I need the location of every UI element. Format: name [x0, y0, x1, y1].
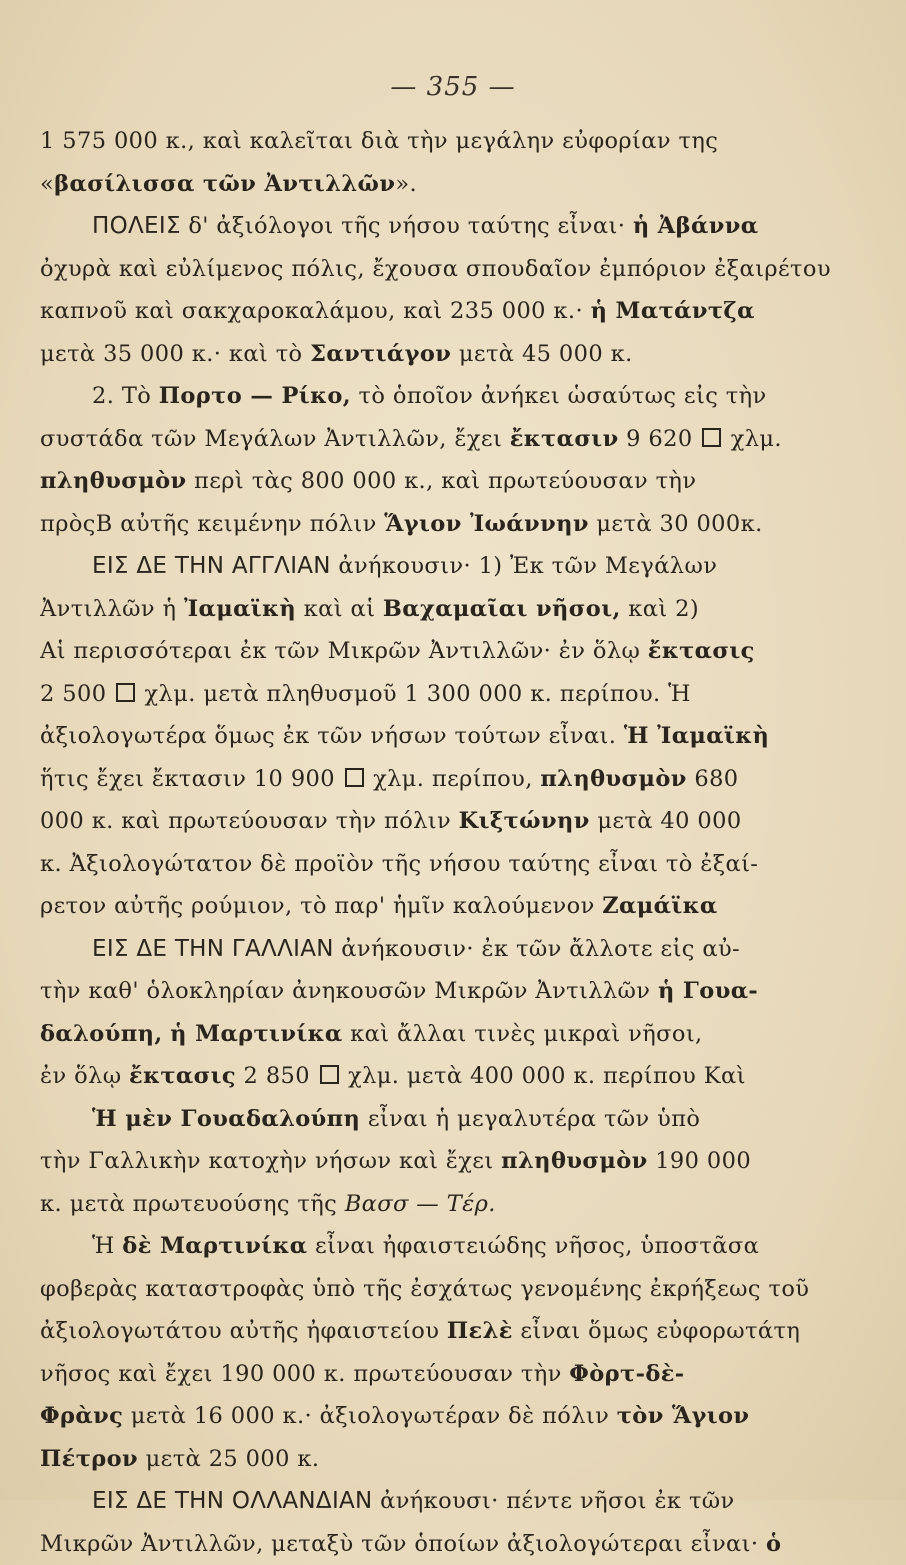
text-run: τὸ ὁποῖον ἀνήκει ὡσαύτως εἰς τὴν — [351, 383, 767, 409]
text-run: Αἱ περισσότεραι ἐκ τῶν Μικρῶν Ἀντιλλῶν· ἐν ὅλῳ — [40, 638, 648, 664]
text-run: χλμ. μετὰ πληθυσμοῦ 1 300 000 κ. περίπου. Ἡ — [137, 681, 691, 707]
bold-term: ἔκτασις — [648, 638, 755, 664]
bold-term: βασίλισσα τῶν Ἀντιλλῶν — [54, 171, 395, 197]
text-run: εἶναι ἡ μεγαλυτέρα τῶν ὑπὸ — [360, 1106, 700, 1132]
text-run: μετὰ 25 000 κ. — [138, 1446, 319, 1472]
bold-term: Ἅγιον Ἰωάννην — [384, 511, 589, 537]
text-run: τὴν Γαλλικὴν κατοχὴν νήσων καὶ ἔχει — [40, 1148, 501, 1174]
bold-term: ἡ Ἀβάννα — [633, 213, 759, 239]
text-line — [40, 1395, 840, 1438]
text-run: 2 850 — [236, 1063, 318, 1089]
bold-term: Φρὰνς — [40, 1403, 123, 1429]
text-line — [40, 205, 840, 248]
text-line — [40, 290, 840, 333]
text-line — [40, 1183, 840, 1226]
bold-term: Ἰαμαϊκὴ — [184, 596, 296, 622]
text-line — [40, 460, 840, 503]
text-run: κ. μετὰ πρωτευούσης τῆς — [40, 1191, 345, 1217]
text-run: Ἀντιλλῶν ἡ — [40, 596, 184, 622]
text-run: φοβερὰς καταστροφὰς ὑπὸ τῆς ἐσχάτως γενομένης ἐκρήξεως τοῦ — [40, 1276, 809, 1302]
bold-term: πληθυσμὸν — [40, 468, 187, 494]
text-line — [40, 418, 840, 461]
text-run: συστάδα τῶν Μεγάλων Ἀντιλλῶν, ἔχει — [40, 426, 510, 452]
bold-term: ἡ Ματάντζα — [591, 298, 755, 324]
bold-term: ἔκτασις — [129, 1063, 236, 1089]
bold-term: ὁ — [766, 1531, 781, 1557]
text-line — [40, 375, 840, 418]
text-run: ἀξιολογωτέρα ὅμως ἐκ τῶν νήσων τούτων εἶναι. — [40, 723, 624, 749]
text-run: χλμ. περίπου, — [366, 766, 541, 792]
page-number: — 355 — — [0, 72, 906, 102]
square-symbol-icon — [320, 1065, 339, 1084]
text-run: μετὰ 35 000 κ.· καὶ τὸ — [40, 341, 310, 367]
text-line — [40, 1310, 840, 1353]
bold-term: πληθυσμὸν — [540, 766, 687, 792]
square-symbol-icon — [116, 683, 135, 702]
text-line — [40, 588, 840, 631]
text-run: εἶναι ἠφαιστειώδης νῆσος, ὑποστᾶσα — [308, 1233, 760, 1259]
text-line — [40, 1353, 840, 1396]
text-run: μετὰ 45 000 κ. — [451, 341, 632, 367]
bold-term: δαλούπη, — [40, 1021, 163, 1047]
section-heading: ΕΙΣ ΔΕ ΤΗΝ ΑΓΓΛΙΑΝ — [92, 553, 331, 579]
bold-term: δὲ Μαρτινίκα — [122, 1233, 307, 1259]
text-run: πρὸςΒ αὐτῆς κειμένην πόλιν — [40, 511, 384, 537]
text-line — [40, 1013, 840, 1056]
text-line — [40, 800, 840, 843]
text-run: καπνοῦ καὶ σακχαροκαλάμου, καὶ 235 000 κ.· — [40, 298, 591, 324]
italic-term: Βασσ — Τέρ. — [345, 1191, 496, 1217]
text-line — [40, 1098, 840, 1141]
text-line — [40, 333, 840, 376]
text-run: 9 620 — [619, 426, 701, 452]
bold-term: ἡ Μαρτινίκα — [170, 1021, 342, 1047]
text-line — [40, 1523, 840, 1565]
bold-term: τὸν Ἅγιον — [617, 1403, 750, 1429]
section-heading: ΕΙΣ ΔΕ ΤΗΝ ΟΛΛΑΝΔΙΑΝ — [92, 1488, 373, 1514]
bold-term: Σαντιάγον — [310, 341, 451, 367]
text-line — [40, 1268, 840, 1311]
text-run: 680 — [687, 766, 739, 792]
text-run: ὀχυρὰ καὶ εὐλίμενος πόλις, ἔχουσα σπουδαῖον ἐμπόριον ἐξαιρέτου — [40, 256, 831, 282]
text-run: ». — [395, 171, 417, 197]
bold-term: Βαχαμαῖαι νῆσοι, — [383, 596, 621, 622]
text-line — [40, 503, 840, 546]
square-symbol-icon — [345, 768, 364, 787]
section-heading: ΠΟΛΕΙΣ — [92, 213, 181, 239]
text-line — [40, 885, 840, 928]
text-line — [40, 248, 840, 291]
text-run: μετὰ 30 000κ. — [589, 511, 763, 537]
text-line — [40, 1055, 840, 1098]
text-run: μετὰ 40 000 — [590, 808, 742, 834]
text-line — [40, 928, 840, 971]
text-line — [40, 545, 840, 588]
text-run: νῆσος καὶ ἔχει 190 000 κ. πρωτεύουσαν τὴν — [40, 1361, 569, 1387]
text-line — [40, 843, 840, 886]
text-run: καὶ ἄλλαι τινὲς μικραὶ νῆσοι, — [343, 1021, 703, 1047]
text-line — [40, 1480, 840, 1523]
text-run: 2 500 — [40, 681, 114, 707]
section-heading: ΕΙΣ ΔΕ ΤΗΝ ΓΑΛΛΙΑΝ — [92, 936, 334, 962]
bold-term: πληθυσμὸν — [501, 1148, 648, 1174]
text-line — [40, 1438, 840, 1481]
text-run: ἀξιολογωτάτου αὐτῆς ἠφαιστείου — [40, 1318, 447, 1344]
text-run: 190 000 — [648, 1148, 751, 1174]
text-run: Μικρῶν Ἀντιλλῶν, μεταξὺ τῶν ὁποίων ἀξιολογώτεραι εἶναι· — [40, 1531, 766, 1557]
text-line — [40, 715, 840, 758]
bold-term: ἔκτασιν — [510, 426, 619, 452]
bold-term: Φὸρτ-δὲ- — [569, 1361, 684, 1387]
bold-term: Πέτρον — [40, 1446, 138, 1472]
text-line — [40, 1140, 840, 1183]
text-run: 2. Τὸ — [92, 383, 159, 409]
bold-term: Κιξτώνην — [459, 808, 590, 834]
text-line — [40, 758, 840, 801]
bold-term: Ζαμάϊκα — [602, 893, 717, 919]
text-line — [40, 120, 840, 163]
text-run: ἀνήκουσιν· 1) Ἐκ τῶν Μεγάλων — [331, 553, 717, 579]
text-run: μετὰ 16 000 κ.· ἀξιολογωτέραν δὲ πόλιν — [123, 1403, 617, 1429]
text-run: « — [40, 171, 54, 197]
text-run: περὶ τὰς 800 000 κ., καὶ πρωτεύουσαν τὴν — [187, 468, 697, 494]
text-run: κ. Ἀξιολογώτατον δὲ προϊὸν τῆς νήσου ταύτης εἶναι τὸ ἐξαί- — [40, 851, 758, 877]
bold-term: Πορτο — Ρίκο, — [159, 383, 351, 409]
text-run: εἶναι ὅμως εὐφορωτάτη — [513, 1318, 800, 1344]
bold-term: Πελὲ — [447, 1318, 513, 1344]
text-run: 000 κ. καὶ πρωτεύουσαν τὴν πόλιν — [40, 808, 459, 834]
text-run — [163, 1021, 171, 1047]
text-run: τὴν καθ' ὁλοκληρίαν ἀνηκουσῶν Μικρῶν Ἀντιλλῶν — [40, 978, 658, 1004]
text-line — [40, 163, 840, 206]
text-run: χλμ. μετὰ 400 000 κ. περίπου Καὶ — [341, 1063, 746, 1089]
text-run: ἥτις ἔχει ἔκτασιν 10 900 — [40, 766, 343, 792]
text-line — [40, 1225, 840, 1268]
text-line — [40, 630, 840, 673]
text-run: καὶ 2) — [621, 596, 699, 622]
text-run: δ' ἀξιόλογοι τῆς νήσου ταύτης εἶναι· — [181, 213, 633, 239]
text-line — [40, 970, 840, 1013]
bold-term: Ἡ μὲν Γουαδαλούπη — [92, 1106, 360, 1132]
bold-term: Ἡ Ἰαμαϊκὴ — [624, 723, 769, 749]
text-run: χλμ. — [723, 426, 782, 452]
text-run: καὶ αἱ — [296, 596, 383, 622]
text-run: ἐν ὅλῳ — [40, 1063, 129, 1089]
text-run: ἀνήκουσι· πέντε νῆσοι ἐκ τῶν — [373, 1488, 735, 1514]
square-symbol-icon — [702, 428, 721, 447]
body-text — [40, 120, 840, 1565]
text-run: Ἡ — [92, 1233, 122, 1259]
text-run: ρετον αὐτῆς ρούμιον, τὸ παρ' ἡμῖν καλούμενον — [40, 893, 602, 919]
text-line — [40, 673, 840, 716]
bold-term: ἡ Γουα- — [658, 978, 758, 1004]
text-run: ἀνήκουσιν· ἐκ τῶν ἄλλοτε εἰς αὐ- — [334, 936, 740, 962]
text-run: 1 575 000 κ., καὶ καλεῖται διὰ τὴν μεγάλην εὐφορίαν της — [40, 128, 718, 154]
